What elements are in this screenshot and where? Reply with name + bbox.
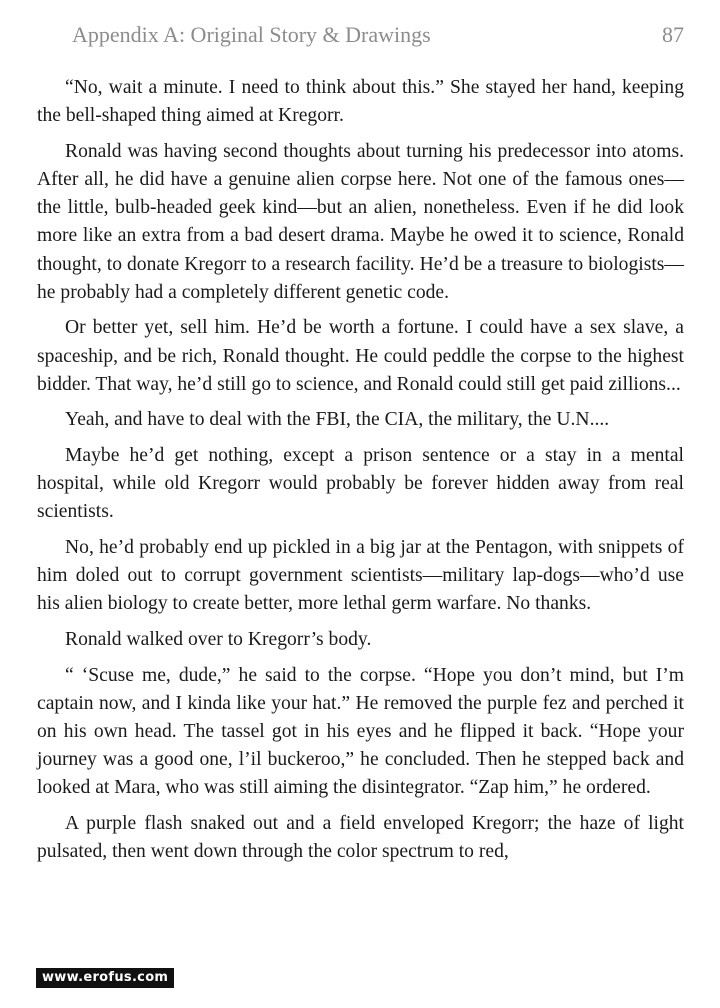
site-watermark: www.erofus.com [36, 968, 174, 988]
paragraph: A purple flash snaked out and a field enveloped Kregorr; the haze of light pulsated, then went down through the color spectrum to red, [37, 813, 684, 863]
paragraph: “No, wait a minute. I need to think about this.” She stayed her hand, keeping the bell-shaped thing aimed at Kregorr. [37, 77, 684, 127]
paragraph: Maybe he’d get nothing, except a prison sentence or a stay in a mental hospital, while old Kregorr would probably be forever hidden away from real scientists. [37, 445, 684, 523]
running-head [72, 20, 684, 50]
paragraph: Ronald was having second thoughts about turning his predecessor into atoms. After all, he did have a genuine alien corpse here. Not one of the famous ones—the little, bulb-headed geek kind—but an alien, nonetheless. Even if he did look more like an extra from a bad desert drama. Maybe he owed it to science, Ronald thought, to donate Kregorr to a research facility. He’d be a treasure to biologists—he probably had a completely different genetic code. [37, 140, 684, 303]
paragraph: Yeah, and have to deal with the FBI, the CIA, the military, the U.N.... [65, 409, 610, 431]
paragraph: Ronald walked over to Kregorr’s body. [65, 629, 372, 650]
paragraph: Or better yet, sell him. He’d be worth a fortune. I could have a sex slave, a spaceship, and be rich, Ronald thought. He could peddle the corpse to the highest bidder. That way, he’d still go to science, and Ronald could still get paid zillions... [37, 317, 684, 395]
chapter-title: Appendix A: Original Story & Drawings [72, 22, 431, 47]
paragraph: No, he’d probably end up pickled in a big jar at the Pentagon, with snippets of him doled out to corrupt government scientists—military lap-dogs—who’d use his alien biology to create better, more lethal germ warfare. No thanks. [37, 537, 684, 615]
paragraph: “ ‘Scuse me, dude,” he said to the corpse. “Hope you don’t mind, but I’m captain now, and I kinda like your hat.” He removed the purple fez and perched it on his own head. The tassel got in his eyes and he flipped it back. “Hope your journey was a good one, l’il buckeroo,” he concluded. Then he stepped back and looked at Mara, who was still aiming the disintegrator. “Zap him,” he ordered. [37, 664, 684, 799]
page-number: 87 [662, 22, 684, 47]
body-text [37, 74, 684, 874]
